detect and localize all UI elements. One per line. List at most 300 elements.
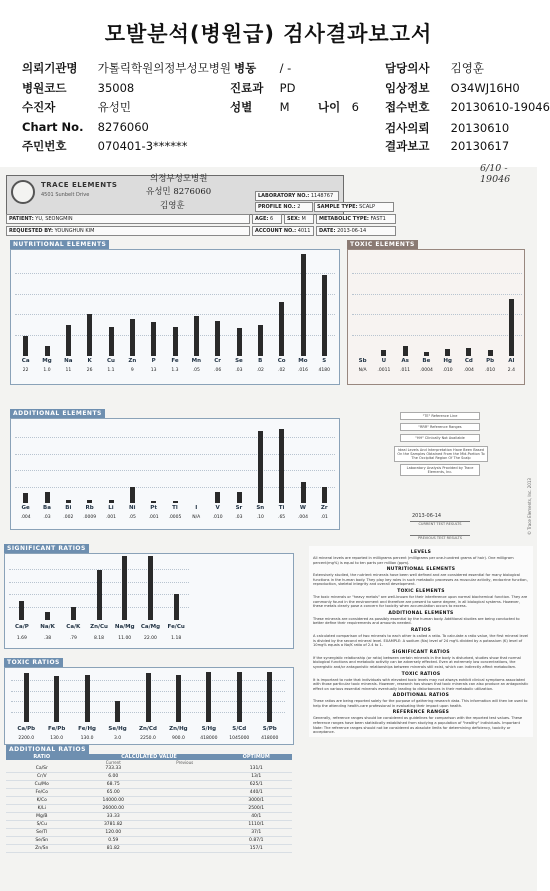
element-value: .65	[278, 515, 286, 520]
bar-ca-p	[19, 601, 24, 620]
table-row	[6, 805, 292, 813]
sex-field	[284, 214, 314, 224]
handwritten-corner-note: 6/10 - 19046	[480, 163, 511, 185]
table-cell: 37/1	[251, 830, 262, 835]
bar-fe-cu	[174, 594, 179, 620]
element-label: Pt	[150, 505, 157, 511]
bar-ca-pb	[24, 673, 29, 722]
table-cell	[149, 837, 221, 844]
bar-fe-hg	[85, 675, 90, 722]
element-label: Zn/Hg	[169, 726, 188, 732]
element-label: Sn	[256, 505, 265, 511]
table-cell	[149, 781, 221, 788]
previous-results-label: PREVIOUS TEST RESULTS	[410, 535, 470, 540]
bar-b	[258, 325, 263, 356]
profile-label: PROFILE NO.:	[258, 204, 296, 210]
gridline	[352, 314, 522, 315]
bar-cu	[109, 327, 114, 356]
patient-field	[6, 214, 250, 224]
table-cell: Fe/Co	[35, 790, 49, 795]
bar-na-k	[45, 612, 50, 620]
explanation-text: It is important to note that individuals with elevated toxic levels may not always exhibit clinical symptoms associated with those particular toxic minerals. However, research has shown that toxic minerals can also produce an antagonistic effect on various essential minerals eventually leading to disturbances in their metabolic utilization.	[313, 677, 529, 691]
hair-analysis-report	[0, 163, 537, 891]
table-cell: Zn/Sn	[35, 846, 49, 851]
dept-label: 진료과	[230, 81, 264, 95]
element-label: Zr	[320, 505, 328, 511]
report-date-value: 20130617	[450, 139, 510, 153]
element-label: S/Cd	[232, 726, 247, 732]
nutritional-section-title: NUTRITIONAL ELEMENTS	[10, 240, 109, 249]
legend-reference-line: "TE" Reference Line	[400, 412, 480, 420]
sub-previous: Previous	[176, 760, 194, 765]
bar-zn-hg	[176, 675, 181, 722]
additional-panel	[10, 418, 340, 530]
toxic-ratio-bars	[11, 670, 285, 722]
table-cell	[149, 845, 221, 852]
element-label: Pb	[486, 358, 495, 364]
bar-al	[509, 299, 514, 356]
sex-row	[230, 99, 290, 115]
element-value: 1.1	[107, 368, 115, 373]
table-cell: 131/1	[249, 766, 263, 771]
element-label: Fe/Hg	[78, 726, 96, 732]
hospital-code-value: 35008	[97, 81, 135, 95]
additional-ratios-table	[6, 754, 292, 853]
table-cell: 0.87/1	[249, 838, 264, 843]
lab-name: TRACE ELEMENTS	[41, 181, 118, 189]
bar-ba	[45, 492, 50, 503]
toxic-values	[352, 368, 522, 373]
resident-label: 주민번호	[22, 139, 67, 153]
ward-row	[234, 60, 291, 76]
element-label: Co	[277, 358, 286, 364]
element-label: Ti	[278, 505, 285, 511]
gridline	[352, 273, 522, 274]
optimum-header: OPTIMUM	[242, 754, 270, 760]
element-label: Ni	[129, 505, 136, 511]
element-value: .03	[235, 515, 243, 520]
table-cell: 2500/1	[248, 806, 265, 811]
bar-zn-cd	[146, 673, 151, 722]
element-value: 3.0	[113, 736, 122, 741]
element-label: Mg	[42, 358, 52, 364]
sample-label: SAMPLE TYPE:	[317, 204, 358, 210]
element-value: .016	[297, 368, 308, 373]
element-value: .004	[463, 368, 474, 373]
table-row	[6, 821, 292, 829]
element-label: Bi	[65, 505, 72, 511]
explanation-text: Extensively studied, the nutrient minerals have been well defined and are considered essential for many biological functions in the human body. They play key roles in such metabolic processes as muscular activity, endocrine function, reproduction, skeletal integrity and overall development.	[313, 573, 528, 587]
element-label: K	[87, 358, 92, 364]
element-label: Cd	[464, 358, 473, 364]
element-value: .05	[128, 515, 136, 520]
bar-s-hg	[206, 672, 211, 722]
institution-row	[22, 60, 231, 76]
table-row	[6, 797, 292, 805]
bar-se	[237, 328, 242, 356]
element-value: .06	[214, 368, 222, 373]
element-value: 2.4	[507, 368, 515, 373]
element-label: Fe/Pb	[48, 726, 66, 732]
account-label: ACCOUNT NO.:	[255, 228, 297, 234]
ward-label: 병동	[234, 61, 257, 75]
bar-fe	[173, 327, 178, 356]
element-value: .38	[43, 636, 52, 641]
bar-s-pb	[267, 672, 272, 722]
toxic-ratio-values	[11, 736, 285, 741]
table-row	[6, 845, 292, 853]
gridline	[15, 487, 335, 488]
table-row	[6, 789, 292, 797]
calculated-value-header: CALCULATED VALUE	[121, 754, 177, 760]
bar-cd	[466, 348, 471, 356]
element-label: W	[299, 505, 306, 511]
element-value: 418000	[261, 736, 279, 741]
report-age-value: 6	[269, 216, 274, 222]
handwritten-hospital: 의정부성모병원	[150, 174, 208, 184]
bar-pb	[488, 350, 493, 356]
element-label: Zn	[128, 358, 137, 364]
element-label: As	[401, 358, 409, 364]
account-value: 4011	[297, 228, 311, 234]
element-value: .002	[63, 515, 74, 520]
legend-lab-analysis: Laboratory Analysis Provided by Trace Elements, Inc.	[400, 464, 480, 476]
element-value: .0004	[419, 368, 433, 373]
element-value: 1.0	[43, 368, 51, 373]
table-cell: 68.75	[106, 782, 120, 787]
bar-zr	[322, 487, 327, 503]
table-cell: 13/1	[251, 774, 262, 779]
element-value: .011	[400, 368, 411, 373]
table-cell: Se/Sn	[35, 838, 49, 843]
element-value: N/A	[192, 515, 201, 520]
element-label: Na/K	[40, 624, 55, 630]
table-cell: 440/1	[249, 790, 263, 795]
element-label: Sb	[358, 358, 367, 364]
element-label: Na	[64, 358, 73, 364]
element-label: Tl	[172, 505, 178, 511]
bar-zn	[130, 319, 135, 356]
bar-na-mg	[122, 556, 127, 620]
sample-field	[314, 202, 394, 212]
element-value: .0009	[83, 515, 97, 520]
sex-value: M	[279, 100, 290, 114]
element-value: .001	[105, 515, 116, 520]
bar-mn	[194, 316, 199, 356]
element-label: Ca	[21, 358, 30, 364]
nutritional-bars	[15, 252, 335, 356]
gridline	[15, 470, 335, 471]
lab-number-field	[255, 191, 339, 201]
bar-ni	[130, 487, 135, 503]
doctor-value: 김영훈	[450, 61, 484, 75]
toxic-bars	[352, 252, 522, 356]
requested-value: YOUNGHUN KIM	[54, 228, 95, 234]
table-cell: 733.33	[105, 766, 122, 771]
element-value: .004	[297, 515, 308, 520]
table-cell: 625/1	[249, 782, 263, 787]
significant-ratios-panel	[4, 553, 294, 649]
table-row	[6, 837, 292, 845]
gridline	[15, 314, 335, 315]
bar-w	[301, 482, 306, 503]
element-value: 418000	[200, 736, 218, 741]
current-results-label: CURRENT TEST RESULTS	[410, 521, 470, 526]
metabolic-value: FAST1	[370, 216, 386, 222]
explanation-column	[309, 546, 533, 737]
element-value: .05	[192, 368, 200, 373]
element-label: Ba	[43, 505, 51, 511]
table-cell: Ca/Sr	[35, 766, 48, 771]
table-cell: 3000/1	[248, 798, 265, 803]
explanation-heading: NUTRITIONAL ELEMENTS	[386, 567, 456, 573]
handwritten-patient: 유성민 8276060	[146, 187, 212, 197]
element-label: Ca/Pb	[17, 726, 36, 732]
chart-value: 8276060	[97, 120, 149, 134]
bar-co	[279, 302, 284, 356]
resident-value: 070401-3******	[97, 139, 188, 153]
element-value: .004	[20, 515, 31, 520]
element-value: 22	[22, 368, 29, 373]
bar-bi	[66, 500, 71, 503]
element-value: 11	[65, 368, 72, 373]
nutritional-values	[15, 368, 335, 373]
table-cell	[149, 797, 221, 804]
element-label: Zn/Cu	[90, 624, 108, 630]
table-cell: K/Co	[36, 798, 47, 803]
bar-zn-cu	[97, 570, 102, 620]
profile-field	[255, 202, 313, 212]
clinical-row	[385, 80, 520, 96]
bar-u	[381, 350, 386, 356]
gridline	[15, 437, 335, 438]
explanation-text: These minerals are considered as possibly essential by the human body. Additional studies are being conducted to better define their requirements and amounts needed.	[313, 616, 520, 626]
toxic-panel	[347, 249, 525, 385]
element-value: 22.00	[144, 636, 157, 641]
element-label: Cu	[107, 358, 115, 364]
element-value: N/A	[358, 368, 367, 373]
element-value: .79	[69, 636, 77, 641]
element-label: Fe/Cu	[167, 624, 185, 630]
element-value: 8.18	[94, 636, 105, 641]
table-cell: Cr/V	[36, 774, 47, 779]
element-label: Hg	[443, 358, 452, 364]
element-label: Cr	[214, 358, 221, 364]
table-row	[6, 765, 292, 773]
date-label: DATE:	[319, 228, 336, 234]
explanation-text: All mineral levels are reported in milligrams percent (milligrams per one-hundred grams of hair). One milligram percent(mg%) is equal to ten parts per million (ppm).	[313, 556, 514, 565]
element-value: .0005	[168, 515, 182, 520]
legend-not-available: "HH" Clinically Not Available	[400, 434, 480, 442]
metabolic-label: METABOLIC TYPE:	[319, 216, 369, 222]
element-value: .10	[256, 515, 264, 520]
element-label: S	[322, 358, 327, 364]
explanation-heading: SIGNIFICANT RATIOS	[392, 649, 450, 655]
element-value: 130.0	[50, 736, 64, 741]
nutritional-labels	[15, 358, 335, 364]
bar-sr	[237, 492, 242, 503]
element-label: B	[258, 358, 263, 364]
element-label: V	[215, 505, 220, 511]
bar-se-hg	[115, 701, 120, 722]
bar-be	[424, 352, 429, 356]
element-label: Zn/Cd	[139, 726, 157, 732]
element-value: 1.3	[171, 368, 179, 373]
bar-ti	[279, 429, 284, 503]
element-label: Al	[508, 358, 515, 364]
gridline	[15, 273, 335, 274]
element-value: .03	[43, 515, 51, 520]
table-cell: Mg/B	[36, 814, 48, 819]
element-value: 1.18	[171, 636, 182, 641]
table-cell: Cu/Mo	[34, 782, 49, 787]
table-row	[6, 773, 292, 781]
explanation-heading: ADDITIONAL RATIOS	[392, 693, 450, 699]
bar-s	[322, 275, 327, 356]
bar-ge	[23, 493, 28, 503]
table-cell: 157/1	[249, 846, 263, 851]
table-cell: 65.00	[106, 790, 120, 795]
requested-label: REQUESTED BY:	[9, 228, 54, 234]
report-date-label: 결과보고	[385, 139, 430, 153]
bar-mg	[45, 346, 50, 356]
bar-sn	[258, 431, 263, 503]
significant-ratio-values	[9, 636, 189, 641]
toxic-ratios-title: TOXIC RATIOS	[4, 658, 63, 667]
hospital-code-row	[22, 80, 134, 96]
institution-value: 가톨릭학원의정부성모병원	[97, 61, 231, 75]
page-title: 모발분석(병원급) 검사결과보고서	[104, 22, 433, 46]
explanation-heading: RATIOS	[410, 627, 432, 633]
received-row	[385, 99, 550, 115]
element-label: Ca/P	[14, 624, 29, 630]
report-patient-value: YU, SEONGMIN	[35, 216, 73, 222]
clinical-value: O34WJ16H0	[450, 81, 520, 95]
element-value: 9	[130, 368, 134, 373]
additional-ratios-title: ADDITIONAL RATIOS	[6, 745, 89, 754]
element-value: .01	[320, 515, 328, 520]
chart-row	[22, 120, 149, 134]
report-age-label: AGE:	[255, 216, 269, 222]
chart-label: Chart No.	[22, 120, 84, 134]
element-value: 26	[86, 368, 93, 373]
element-label: Se/Hg	[108, 726, 127, 732]
bar-ca	[23, 336, 28, 356]
ratio-table-body	[6, 765, 292, 853]
bar-s-cd	[237, 672, 242, 722]
dept-row	[230, 80, 295, 96]
element-value: 130.0	[80, 736, 94, 741]
ward-value: / -	[279, 61, 292, 75]
element-value: .02	[256, 368, 264, 373]
resident-row	[22, 138, 188, 154]
explanation-text: If the synergistic relationship (or ratio) between certain minerals in the body is disturbed, studies show that normal biological functions and metabolic activity can be adversely effected. Even at extremely low concentrations, the synergistic and/or antagonistic relationships between minerals still exist, which can indirectly affect metabolism.	[313, 655, 521, 669]
explanation-heading: ADDITIONAL ELEMENTS	[388, 610, 454, 616]
sex-label: 성별	[230, 100, 253, 114]
table-cell: 1110/1	[248, 822, 265, 827]
request-value: 20130610	[450, 121, 510, 135]
sub-current: Current	[105, 760, 121, 765]
element-value: 1.69	[16, 636, 27, 641]
report-date-stamp: 2013-06-14	[412, 513, 442, 519]
bar-p	[151, 322, 156, 356]
significant-ratios-title: SIGNIFICANT RATIOS	[4, 544, 89, 553]
table-cell: 3781.82	[103, 822, 123, 827]
lab-number-label: LABORATORY NO.:	[258, 193, 310, 199]
explanation-heading: TOXIC RATIOS	[401, 671, 441, 677]
table-cell: 0.59	[108, 838, 119, 843]
report-patient-label: PATIENT:	[9, 216, 34, 222]
bar-fe-pb	[54, 676, 59, 722]
table-cell	[149, 821, 221, 828]
explanation-text: The toxic minerals or "heavy metals" are well-known for their interference upon normal biochemical function. They are commonly found in the environment and therefore are present to some degree, in all biological systems. However, these metals clearly pose a concern for toxicity when accumulation occurs to excess.	[313, 594, 528, 609]
bar-ca-mg	[148, 556, 153, 620]
received-label: 접수번호	[385, 100, 430, 114]
legend-ideal-levels: Ideal Levels And Interpretation Have Been Based On the Samples Obtained From the Mid-Portion To The Occipital Region Of The Scalp	[394, 446, 488, 462]
patient-value: 유성민	[97, 100, 131, 114]
requested-field	[6, 226, 250, 236]
doctor-row	[385, 60, 484, 76]
element-value: .010	[212, 515, 223, 520]
table-cell	[149, 813, 221, 820]
table-cell: 14000.00	[102, 798, 124, 803]
bar-hg	[445, 349, 450, 356]
toxic-ratios-panel	[4, 667, 294, 745]
table-cell	[149, 829, 221, 836]
bar-tl	[173, 501, 178, 503]
lab-address: 4501 Sunbelt Drive	[41, 192, 90, 198]
table-cell: 26000.00	[102, 806, 124, 811]
element-value: .010	[485, 368, 496, 373]
table-cell: Se/Tl	[36, 830, 48, 835]
element-value: .03	[235, 368, 243, 373]
ratio-header: RATIO	[33, 754, 51, 760]
sample-value: SCALP	[359, 204, 376, 210]
element-label: Ca/K	[66, 624, 81, 630]
gridline	[15, 454, 335, 455]
significant-ratio-bars	[9, 556, 189, 620]
element-value: 13	[150, 368, 157, 373]
element-value: .010	[442, 368, 453, 373]
element-value: .001	[148, 515, 159, 520]
table-row	[6, 813, 292, 821]
significant-ratio-labels	[9, 624, 189, 630]
date-value: 2013-06-14	[337, 228, 367, 234]
element-label: U	[381, 358, 387, 364]
age-row	[318, 99, 359, 115]
explanation-text: Generally, reference ranges should be considered as guidelines for comparison with the reported test values. These reference ranges have been statistically established from studying a population of "healthy" individuals. Important Note: The reference ranges should not be considered as absolute limits for determining deficiency, toxicity or acceptance.	[313, 716, 523, 735]
doctor-label: 담당의사	[385, 61, 430, 75]
element-value: 2200.0	[18, 736, 35, 741]
toxic-ratio-labels	[11, 726, 285, 732]
account-field	[252, 226, 314, 236]
profile-value: 2	[297, 204, 301, 210]
bar-ca-k	[71, 607, 76, 620]
gridline	[352, 294, 522, 295]
table-cell: 81.82	[106, 846, 120, 851]
nutritional-panel	[10, 249, 340, 385]
institution-label: 의뢰기관명	[22, 61, 78, 75]
gridline	[352, 335, 522, 336]
table-cell: 6.00	[108, 774, 119, 779]
element-label: Mn	[191, 358, 201, 364]
additional-bars	[15, 421, 335, 503]
table-cell: 120.00	[105, 830, 122, 835]
element-label: Li	[108, 505, 114, 511]
date-field	[316, 226, 396, 236]
element-label: Mo	[298, 358, 308, 364]
additional-section-title: ADDITIONAL ELEMENTS	[10, 409, 105, 418]
